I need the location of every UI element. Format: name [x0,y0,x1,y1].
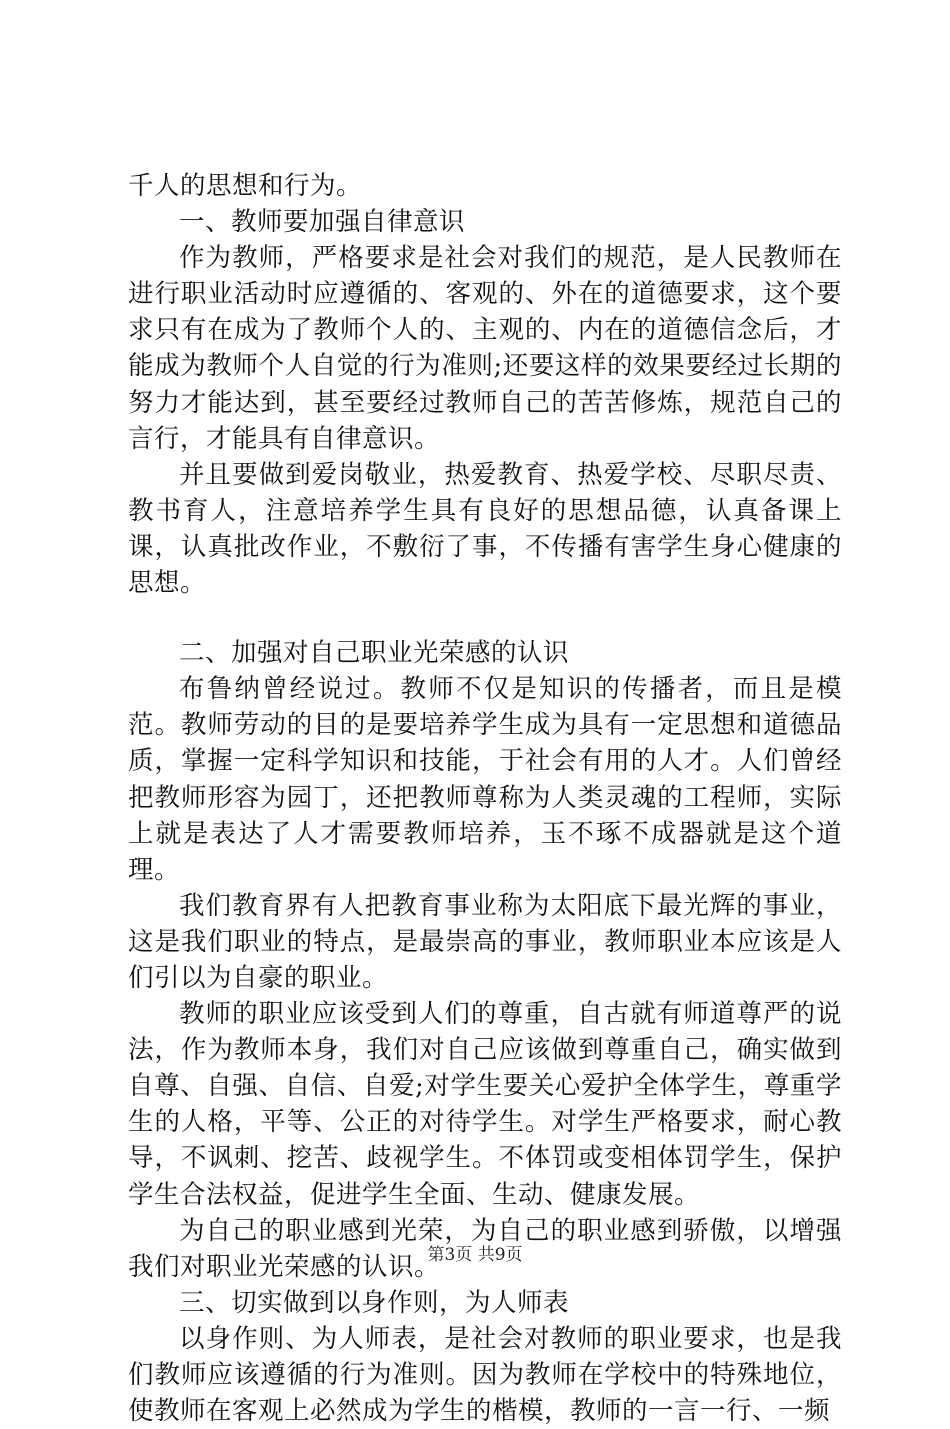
paragraph: 为自己的职业感到光荣，为自己的职业感到骄傲，以增强我们对职业光荣感的认识。 [128,1215,842,1282]
paragraph: 并且要做到爱岗敬业，热爱教育、热爱学校、尽职尽责、教书育人，注意培养学生具有良好的思想品德，认真备课上课，认真批改作业，不敷衍了事，不传播有害学生身心健康的思想。 [128,459,842,599]
page-number-footer: 第3页 共9页 [427,1245,523,1265]
document-body [128,168,842,1429]
paragraph: 教师的职业应该受到人们的尊重，自古就有师道尊严的说法，作为教师本身，我们对自己应该做到尊重自己，确实做到自尊、自强、自信、自爱;对学生要关心爱护全体学生，尊重学生的人格，平等、公正的对待学生。对学生严格要求，耐心教导，不讽刺、挖苦、歧视学生。不体罚或变相体罚学生，保护学生合法权益，促进学生全面、生动、健康发展。 [128,999,842,1210]
paragraph: 作为教师，严格要求是社会对我们的规范，是人民教师在进行职业活动时应遵循的、客观的、外在的道德要求，这个要求只有在成为了教师个人的、主观的、内在的道德信念后，才能成为教师个人自觉的行为准则;还要这样的效果要经过长期的努力才能达到，甚至要经过教师自己的苦苦修炼，规范自己的言行，才能具有自律意识。 [128,243,842,454]
paragraph: 布鲁纳曾经说过。教师不仅是知识的传播者，而且是模范。教师劳动的目的是要培养学生成为具有一定思想和道德品质，掌握一定科学知识和技能，于社会有用的人才。人们曾经把教师形容为园丁，还把教师尊称为人类灵魂的工程师，实际上就是表达了人才需要教师培养，玉不琢不成器就是这个道理。 [128,674,842,885]
section-heading: 三、切实做到以身作则，为人师表 [179,1287,570,1318]
section-heading: 二、加强对自己职业光荣感的认识 [179,638,570,669]
paragraph: 以身作则、为人师表，是社会对教师的职业要求，也是我们教师应该遵循的行为准则。因为教师在学校中的特殊地位，使教师在客观上必然成为学生的楷模，教师的一言一行、一频 [128,1323,842,1427]
paragraph-spacer [128,601,842,635]
section-heading: 一、教师要加强自律意识 [179,207,466,238]
paragraph: 我们教育界有人把教育事业称为太阳底下最光辉的事业，这是我们职业的特点，是最崇高的事业，教师职业本应该是人们引以为自豪的职业。 [128,890,842,993]
paragraph: 千人的思想和行为。 [128,171,363,201]
